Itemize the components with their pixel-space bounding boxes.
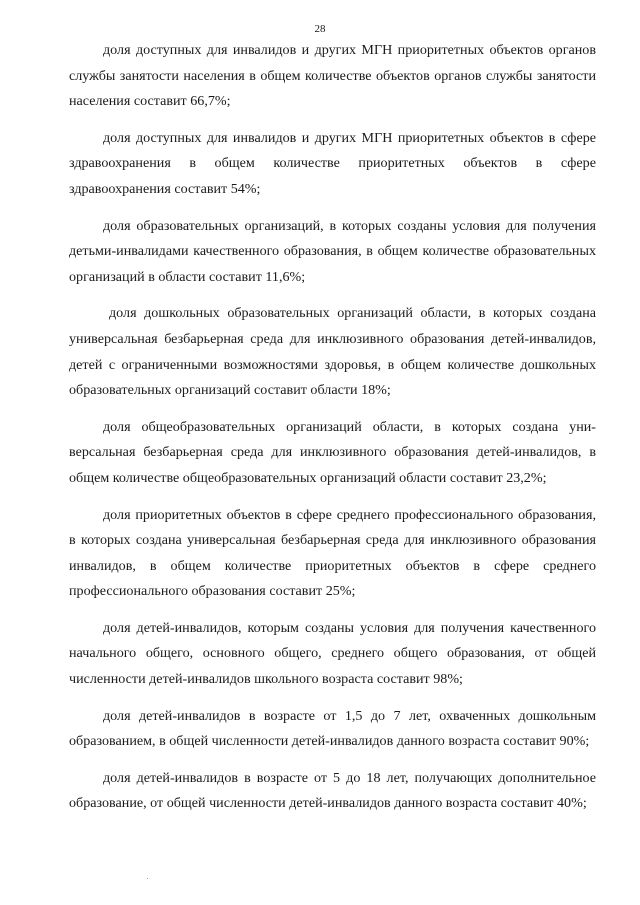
scan-artifact [147, 878, 148, 879]
paragraph-additional-education: доля детей-инвалидов в возрасте от 5 до 18 лет, получающих дополнительное образование, от общей численности детей-инвалидов данного возраста составит 40%; [69, 769, 596, 812]
paragraph-preschool-organizations: доля дошкольных образовательных организаций области, в которых создана универсальная безбарьерная среда для инклюзивного образования детей-инвалидов, детей с ограниченными возможностями здоровья, в общем количестве дошкольных образовательных организаций составит области 18%; [69, 305, 596, 399]
paragraph-healthcare: доля доступных для инвалидов и других МГН приоритетных объектов в сфере здравоохранения в общем количестве приоритетных объектов в сфере здравоохранения составит 54%; [69, 129, 596, 197]
paragraph-employment-services: доля доступных для инвалидов и других МГН приоритетных объектов органов службы занятости населения в общем количестве объектов органов службы занятости населения составит 66,7%; [69, 42, 596, 110]
paragraph-preschool-coverage: доля детей-инвалидов в возрасте от 1,5 до 7 лет, охваченных дошкольным образованием, в общей численности детей-инвалидов данного возраста составит 90%; [69, 707, 596, 750]
paragraph-school-education-conditions: доля детей-инвалидов, которым созданы условия для получения качественного начального общего, основного общего, среднего общего образования, от общей численности детей-инвалидов школьного возраста составит 98%; [69, 619, 596, 688]
paragraph-educational-organizations: доля образовательных организаций, в которых созданы условия для получения детьми-инвалидами качественного образования, в общем количестве образовательных организаций в области составит 11,6%; [69, 217, 596, 285]
document-body [69, 38, 596, 828]
paragraph-vocational-education: доля приоритетных объектов в сфере среднего профессионального образования, в которых создана универсальная безбарьерная среда для инклюзивного образования инвалидов, в общем количестве приоритетных объектов в сфере среднего профессионального образования составит 25%; [69, 506, 596, 600]
paragraph-general-education: доля общеобразовательных организаций области, в которых создана универсальная безбарьерная среда для инклюзивного образования детей-инвалидов, в общем количестве общеобразовательных организаций области составит 23,2%; [69, 418, 596, 486]
page-number: 28 [314, 23, 326, 35]
